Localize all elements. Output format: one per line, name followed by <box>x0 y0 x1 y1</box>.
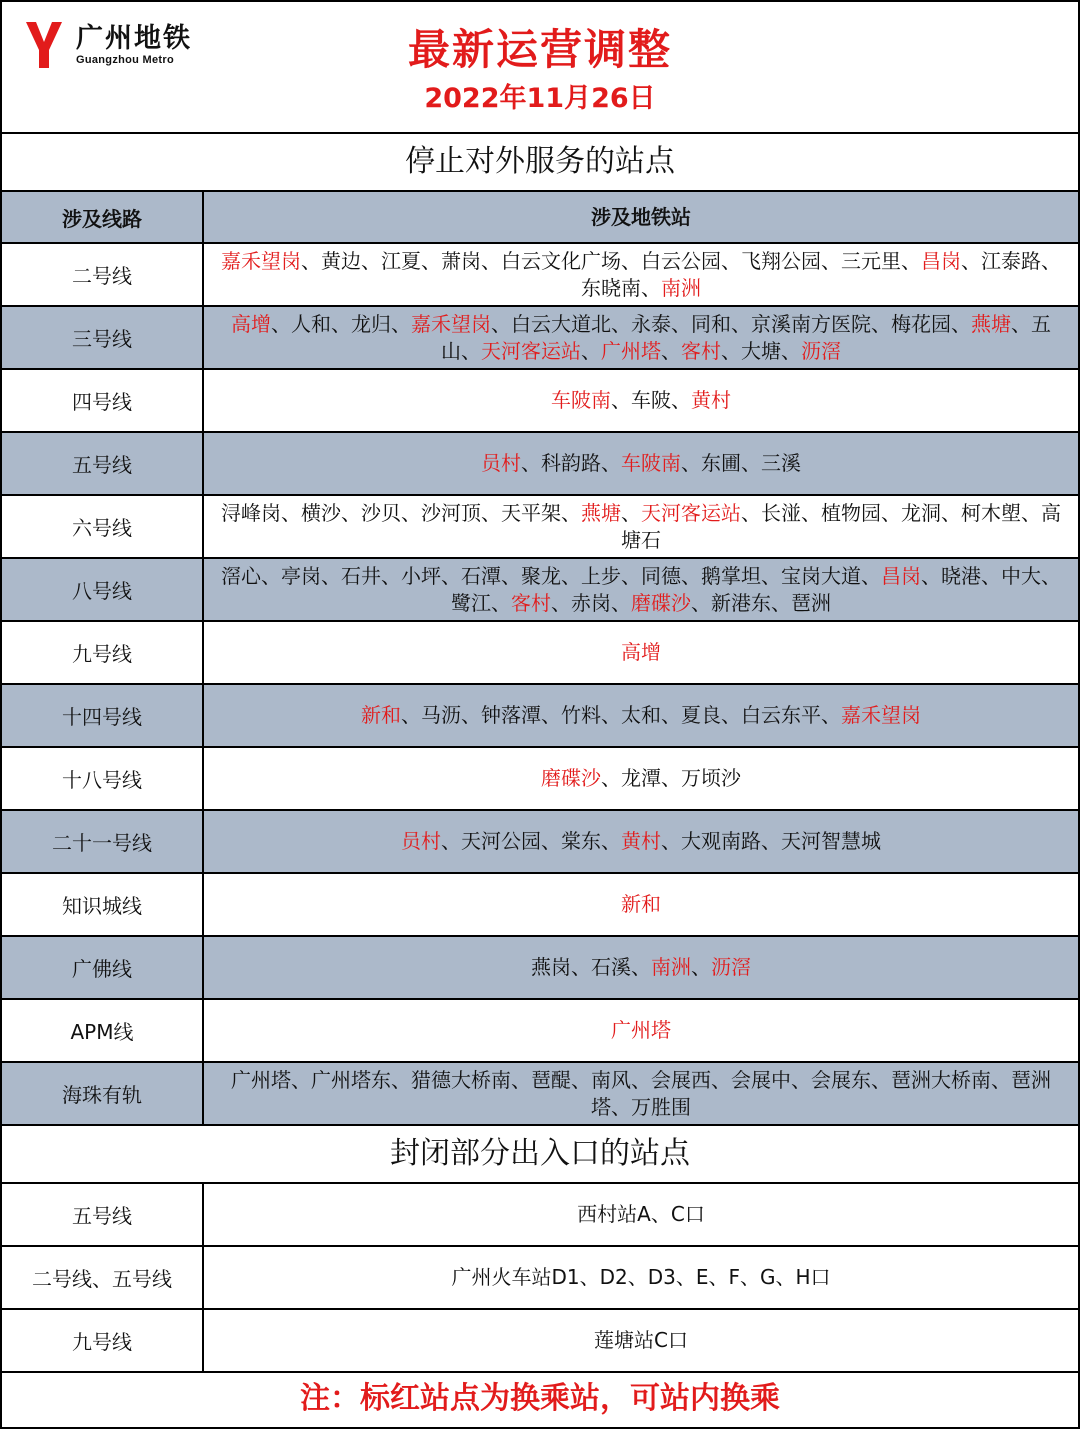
transfer-station-text: 员村 <box>481 451 521 475</box>
station-text: 浔峰岗、横沙、沙贝、沙河顶、天平架、 <box>221 500 581 525</box>
station-list <box>204 622 1078 683</box>
page-date: 2022年11月26日 <box>424 83 656 114</box>
page-title: 最新运营调整 <box>407 25 672 74</box>
transfer-station-text: 高增 <box>231 311 271 336</box>
transfer-station-text: 广州塔 <box>601 338 661 363</box>
closed-exit-station: 西村站A、C口 <box>577 1202 705 1226</box>
transfer-station-text: 磨碟沙 <box>541 766 601 790</box>
transfer-station-text: 车陂南 <box>551 388 611 412</box>
line-name: 八号线 <box>2 559 204 620</box>
line-name: 广佛线 <box>2 937 204 998</box>
transfer-station-text: 车陂南 <box>621 451 681 475</box>
transfer-station-text: 员村 <box>401 829 441 853</box>
table-row <box>2 1310 1078 1373</box>
table-row <box>2 685 1078 748</box>
table-row <box>2 1247 1078 1310</box>
station-text: 、 <box>621 500 641 525</box>
station-text: 、赤岗、 <box>551 590 631 615</box>
transfer-station-text: 沥滘 <box>711 955 751 979</box>
transfer-station-text: 燕塘 <box>971 311 1011 336</box>
station-text: 、 <box>691 955 711 979</box>
table-row <box>2 622 1078 685</box>
station-list <box>204 811 1078 872</box>
transfer-station-text: 新和 <box>621 892 661 916</box>
section-title-closed-exits: 封闭部分出入口的站点 <box>2 1126 1078 1184</box>
station-text: 广州塔、广州塔东、猎德大桥南、琶醍、南风、会展西、会展中、会展东、琶洲大桥南、琶洲塔、万胜围 <box>231 1067 1051 1119</box>
transfer-station-text: 嘉禾望岗 <box>411 311 491 336</box>
station-text: 、马沥、钟落潭、竹料、太和、夏良、白云东平、 <box>401 703 841 727</box>
transfer-station-text: 客村 <box>681 338 721 363</box>
transfer-station-text: 南洲 <box>661 275 701 300</box>
station-list <box>204 1063 1078 1124</box>
transfer-station-text: 天河客运站 <box>481 338 581 363</box>
transfer-station-text: 嘉禾望岗 <box>221 248 301 273</box>
column-header-line: 涉及线路 <box>2 192 204 242</box>
suspended-station-rows <box>2 244 1078 1126</box>
line-name: 十八号线 <box>2 748 204 809</box>
logo-english-name: Guangzhou Metro <box>76 54 174 66</box>
transfer-station-text: 天河客运站 <box>641 500 741 525</box>
line-name: 二十一号线 <box>2 811 204 872</box>
table-row <box>2 937 1078 1000</box>
station-text: 、天河公园、棠东、 <box>441 829 621 853</box>
transfer-station-text: 嘉禾望岗 <box>841 703 921 727</box>
transfer-station-text: 黄村 <box>691 388 731 412</box>
line-name: 二号线 <box>2 244 204 305</box>
line-name: 九号线 <box>2 1310 204 1371</box>
line-name: 九号线 <box>2 622 204 683</box>
station-text: 、晓港、中大、鹭江、 <box>451 563 1061 615</box>
line-name: 五号线 <box>2 1184 204 1245</box>
station-list <box>204 937 1078 998</box>
closed-exit-station: 广州火车站D1、D2、D3、E、F、G、H口 <box>451 1265 831 1289</box>
line-name: 六号线 <box>2 496 204 557</box>
station-text: 、大观南路、天河智慧城 <box>661 829 881 853</box>
table-row <box>2 307 1078 370</box>
table-row <box>2 244 1078 307</box>
footer-note: 注：标红站点为换乘站，可站内换乘 <box>300 1381 780 1416</box>
station-text: 、长湴、植物园、龙洞、柯木塱、高塘石 <box>621 500 1061 552</box>
station-text: 、东圃、三溪 <box>681 451 801 475</box>
station-list <box>204 559 1078 620</box>
station-text: 、黄边、江夏、萧岗、白云文化广场、白云公园、飞翔公园、三元里、 <box>301 248 921 273</box>
line-name: 十四号线 <box>2 685 204 746</box>
line-name: APM线 <box>2 1000 204 1061</box>
station-text: 、新港东、琶洲 <box>691 590 831 615</box>
line-name: 四号线 <box>2 370 204 431</box>
closed-exit-station: 莲塘站C口 <box>594 1328 688 1352</box>
transfer-station-text: 沥滘 <box>801 338 841 363</box>
station-text: 、车陂、 <box>611 388 691 412</box>
station-list <box>204 748 1078 809</box>
closed-exit-rows <box>2 1184 1078 1373</box>
station-list <box>204 370 1078 431</box>
table-row <box>2 748 1078 811</box>
station-text: 、 <box>581 338 601 363</box>
line-name: 三号线 <box>2 307 204 368</box>
station-text: 、大塘、 <box>721 338 801 363</box>
table-row <box>2 1000 1078 1063</box>
station-list <box>204 244 1078 305</box>
station-list <box>204 307 1078 368</box>
station-list <box>204 685 1078 746</box>
header <box>2 2 1078 134</box>
station-list <box>204 874 1078 935</box>
section-title-suspended: 停止对外服务的站点 <box>2 134 1078 192</box>
transfer-station-text: 燕塘 <box>581 500 621 525</box>
station-text: 、 <box>661 338 681 363</box>
logo-chinese-name: 广州地铁 <box>76 23 192 54</box>
table-header <box>2 192 1078 244</box>
line-name: 海珠有轨 <box>2 1063 204 1124</box>
line-name: 五号线 <box>2 433 204 494</box>
transfer-station-text: 广州塔 <box>611 1018 671 1042</box>
line-name: 二号线、五号线 <box>2 1247 204 1308</box>
table-row <box>2 1063 1078 1126</box>
station-text: 、人和、龙归、 <box>271 311 411 336</box>
column-header-stations: 涉及地铁站 <box>591 204 691 229</box>
transfer-station-text: 磨碟沙 <box>631 590 691 615</box>
transfer-station-text: 客村 <box>511 590 551 615</box>
station-text: 、龙潭、万顷沙 <box>601 766 741 790</box>
station-list <box>204 433 1078 494</box>
transfer-station-text: 昌岗 <box>881 563 921 588</box>
line-name: 知识城线 <box>2 874 204 935</box>
station-text: 、江泰路、东晓南、 <box>581 248 1061 300</box>
station-list <box>204 496 1078 557</box>
table-row <box>2 370 1078 433</box>
table-row <box>2 874 1078 937</box>
table-row <box>2 433 1078 496</box>
transfer-station-text: 黄村 <box>621 829 661 853</box>
station-text: 滘心、亭岗、石井、小坪、石潭、聚龙、上步、同德、鹅掌坦、宝岗大道、 <box>221 563 881 588</box>
station-text: 、科韵路、 <box>521 451 621 475</box>
station-text: 、白云大道北、永泰、同和、京溪南方医院、梅花园、 <box>491 311 971 336</box>
table-row <box>2 496 1078 559</box>
transfer-station-text: 高增 <box>621 640 661 664</box>
table-row <box>2 559 1078 622</box>
station-list <box>204 1000 1078 1061</box>
table-row <box>2 811 1078 874</box>
table-row <box>2 1184 1078 1247</box>
transfer-station-text: 昌岗 <box>921 248 961 273</box>
station-text: 燕岗、石溪、 <box>531 955 651 979</box>
station-text: 、五山、 <box>441 311 1051 363</box>
transfer-station-text: 新和 <box>361 703 401 727</box>
transfer-station-text: 南洲 <box>651 955 691 979</box>
